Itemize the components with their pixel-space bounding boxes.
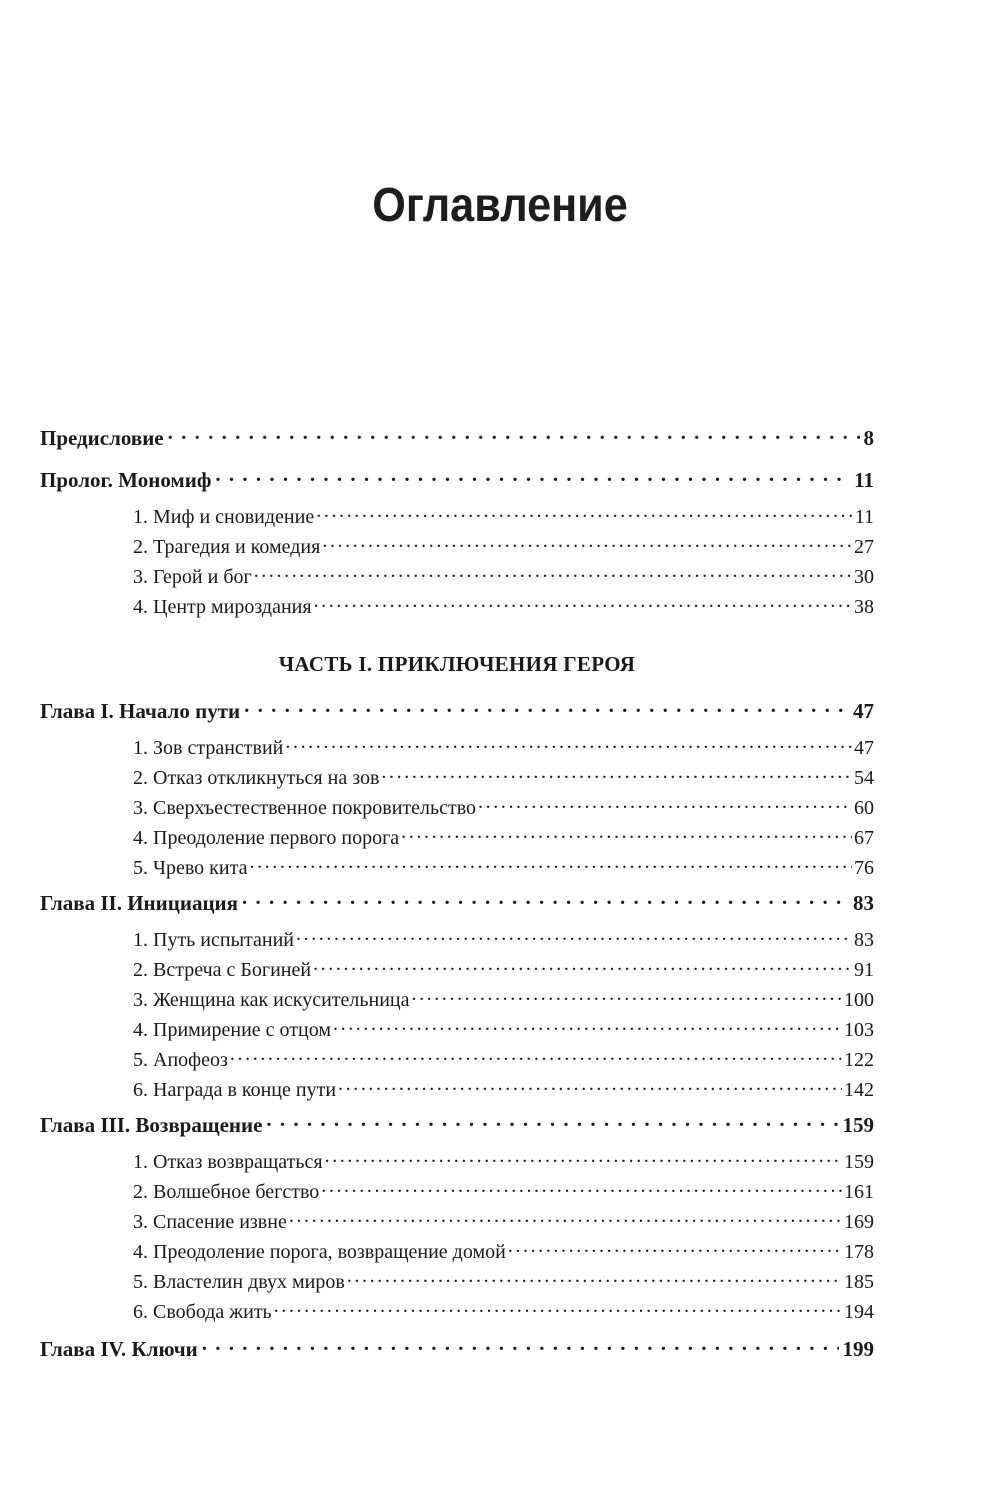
toc-subentry[interactable] [133,1298,874,1324]
entry-page: 8 [863,426,874,450]
entry-label: 4. Центр мироздания [133,596,312,618]
entry-page: 194 [844,1301,874,1323]
entry-label: 2. Встреча с Богиней [133,959,312,981]
entry-label: Глава III. Возвращение [40,1113,263,1137]
entry-page: 178 [844,1241,874,1263]
entry-label: 4. Преодоление первого порога [133,827,400,849]
dot-leader [296,926,852,946]
dot-leader [411,986,842,1006]
entry-page: 11 [854,468,874,492]
entry-page: 54 [854,767,874,789]
entry-page: 67 [854,827,874,849]
dot-leader [316,503,853,523]
part-heading: ЧАСТЬ I. ПРИКЛЮЧЕНИЯ ГЕРОЯ [278,652,636,676]
dot-leader [244,697,849,718]
dot-leader [325,1148,842,1168]
entry-label: 4. Преодоление порога, возвращение домой [133,1241,506,1263]
toc-subentry[interactable] [133,854,874,880]
toc-entry-chapter-1[interactable] [40,697,874,724]
toc-entry-prologue[interactable] [40,466,874,493]
entry-label: Глава I. Начало пути [40,699,241,723]
toc-subentry[interactable] [133,764,874,790]
dot-leader [202,1335,839,1356]
entry-page: 11 [854,506,874,528]
entry-label: 2. Трагедия и комедия [133,536,321,558]
dot-leader [266,1111,838,1132]
toc-entry-preface[interactable] [40,424,874,451]
toc-subentry[interactable] [133,533,874,559]
entry-page: 103 [844,1019,874,1041]
dot-leader [230,1046,842,1066]
entry-label: 1. Отказ возвращаться [133,1151,323,1173]
entry-label: Пролог. Мономиф [40,468,212,492]
entry-page: 60 [854,797,874,819]
toc-subentry[interactable] [133,1076,874,1102]
entry-label: 3. Сверхъестественное покровительство [133,797,477,819]
entry-page: 83 [854,929,874,951]
dot-leader [333,1016,842,1036]
entry-page: 83 [853,891,874,915]
entry-page: 47 [854,737,874,759]
dot-leader [168,424,860,445]
entry-label: 3. Женщина как искусительница [133,989,410,1011]
toc-subentry[interactable] [133,956,874,982]
entry-page: 30 [854,566,874,588]
dot-leader [508,1238,842,1258]
dot-leader [322,533,852,553]
entry-page: 100 [844,989,874,1011]
entry-page: 169 [844,1211,874,1233]
toc-subentry[interactable] [133,1208,874,1234]
entry-label: 1. Зов странствий [133,737,284,759]
entry-label: 5. Властелин двух миров [133,1271,345,1293]
toc-subentry[interactable] [133,824,874,850]
dot-leader [478,794,852,814]
entry-label: 1. Миф и сновидение [133,506,315,528]
toc-subentry[interactable] [133,1046,874,1072]
entry-page: 27 [854,536,874,558]
entry-page: 91 [854,959,874,981]
dot-leader [215,466,850,487]
entry-label: 3. Герой и бог [133,566,252,588]
toc-subentry[interactable] [133,986,874,1012]
dot-leader [314,593,852,613]
entry-page: 159 [844,1151,874,1173]
entry-label: 5. Апофеоз [133,1049,228,1071]
dot-leader [242,889,849,910]
entry-label: 4. Примирение с отцом [133,1019,331,1041]
toc-subentry[interactable] [133,794,874,820]
entry-label: 2. Отказ откликнуться на зов [133,767,380,789]
dot-leader [381,764,852,784]
entry-label: 2. Волшебное бегство [133,1181,320,1203]
entry-label: Глава II. Инициация [40,891,239,915]
toc-entry-chapter-4[interactable] [40,1335,874,1362]
dot-leader [274,1298,842,1318]
page-title: Оглавление [372,179,628,232]
entry-page: 159 [842,1113,874,1137]
entry-page: 47 [853,699,874,723]
toc-subentry[interactable] [133,1148,874,1174]
dot-leader [289,1208,842,1228]
toc-subentry[interactable] [133,734,874,760]
toc-entry-chapter-3[interactable] [40,1111,874,1138]
entry-page: 122 [844,1049,874,1071]
entry-page: 161 [844,1181,874,1203]
toc-subentry[interactable] [133,593,874,619]
entry-page: 142 [844,1079,874,1101]
toc-entry-chapter-2[interactable] [40,889,874,916]
dot-leader [338,1076,842,1096]
entry-label: 1. Путь испытаний [133,929,294,951]
dot-leader [254,563,852,583]
dot-leader [401,824,852,844]
toc-subentry[interactable] [133,1238,874,1264]
entry-label: Глава IV. Ключи [40,1337,198,1361]
toc-subentry[interactable] [133,926,874,952]
dot-leader [313,956,852,976]
toc-subentry[interactable] [133,563,874,589]
dot-leader [249,854,852,874]
dot-leader [285,734,852,754]
dot-leader [347,1268,842,1288]
entry-label: 3. Спасение извне [133,1211,287,1233]
dot-leader [321,1178,842,1198]
entry-label: 6. Награда в конце пути [133,1079,337,1101]
entry-page: 76 [854,857,874,879]
toc-subentry[interactable] [133,1016,874,1042]
toc-subentry[interactable] [133,1268,874,1294]
entry-label: 5. Чрево кита [133,857,248,879]
toc-subentry[interactable] [133,1178,874,1204]
entry-label: 6. Свобода жить [133,1301,272,1323]
entry-page: 185 [844,1271,874,1293]
entry-label: Предисловие [40,426,164,450]
toc-subentry[interactable] [133,503,874,529]
entry-page: 38 [854,596,874,618]
entry-page: 199 [842,1337,874,1361]
